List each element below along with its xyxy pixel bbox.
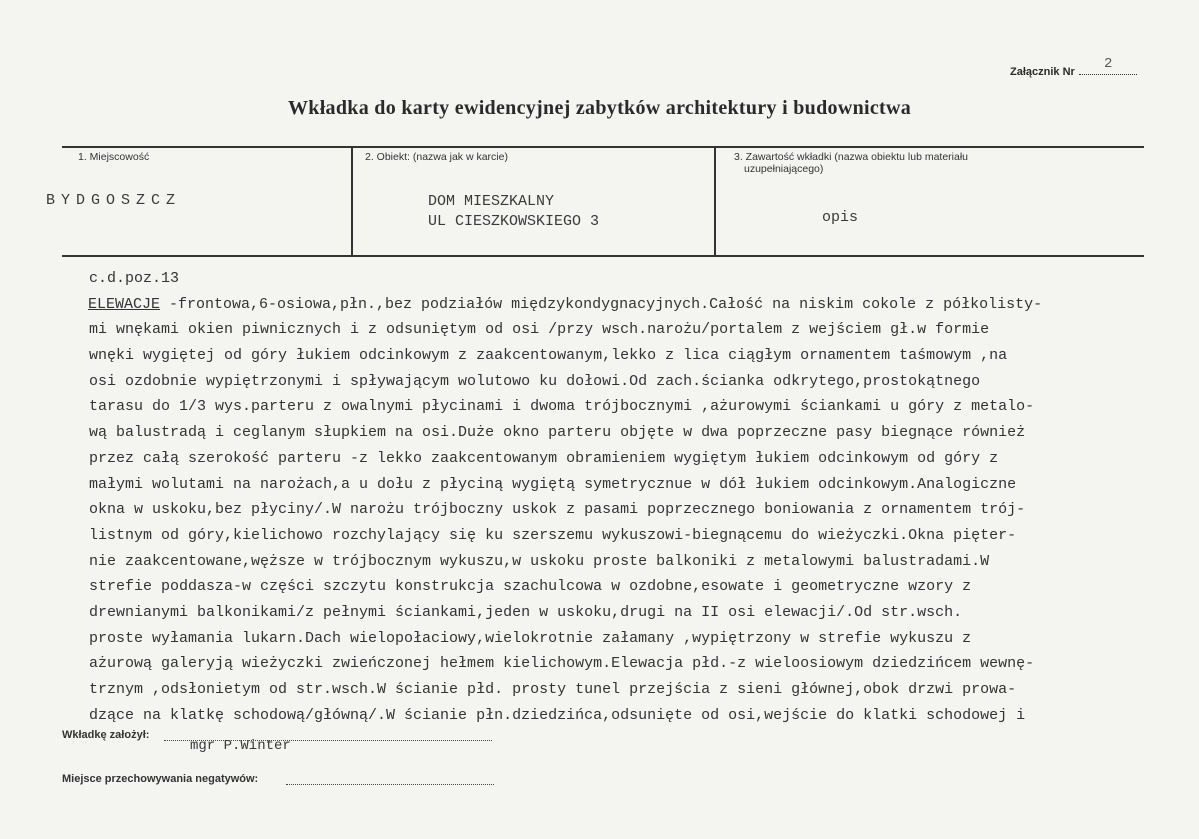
attachment-label	[1010, 66, 1137, 78]
description-line: osi ozdobnie wypiętrzonymi i spływającym wolutowo ku dołowi.Od zach.ścianka odkrytego,prostokątnego	[89, 372, 981, 390]
description-line: trznym ,odsłonietym od str.wsch.W ścianie płd. prosty tunel przejścia z sieni głównej,obok drzwi prowa-	[89, 681, 1017, 698]
content-label	[734, 151, 968, 175]
content-value: opis	[822, 209, 859, 226]
column-divider-2	[714, 146, 716, 256]
negatives-location-line	[286, 784, 494, 785]
description-line: strefie poddasza-w części szczytu konstrukcja szachulcowa w ozdobne,esowate i geometryczne wzory z	[89, 578, 972, 596]
attachment-number-line	[1079, 74, 1137, 75]
content-label-line2: uzupełniającego)	[744, 163, 824, 175]
section-heading: ELEWACJE	[88, 295, 161, 313]
attachment-label-text: Załącznik Nr	[1010, 66, 1075, 78]
locality-label: 1. Miejscowość	[78, 151, 150, 163]
content-label-line1: 3. Zawartość wkładki (nazwa obiektu lub materiału	[734, 151, 969, 163]
negatives-location-label: Miejsce przechowywania negatywów:	[62, 773, 259, 785]
description-line: tarasu do 1/3 wys.parteru z owalnymi płycinami i dwoma trójbocznymi ,ażurowymi ściankami u góry z metalo-	[89, 398, 1035, 416]
description-line-rest: -frontowa,6-osiowa,płn.,bez podziałów międzykondygnacyjnych.Całość na niskim cokole z półkolisty-	[160, 295, 1043, 313]
description-line: c.d.poz.13	[89, 270, 180, 287]
description-line: mi wnękami okien piwnicznych i z odsuniętym od osi /przy wsch.narożu/portalem z wejściem gł.w formie	[89, 321, 990, 339]
description-line: nie zaakcentowane,węższe w trójbocznym wykuszu,w uskoku proste balkoniki z metalowymi balustradami.W	[89, 552, 990, 570]
object-value-line1: DOM MIESZKALNY	[428, 193, 555, 210]
attachment-number: 2	[1104, 56, 1113, 72]
description-line: małymi wolutami na narożach,a u dołu z płyciną wygiętą symetrycznue w dół łukiem odcinkowym.Analogiczne	[89, 475, 1017, 493]
insert-author-label: Wkładkę założył:	[62, 729, 150, 741]
object-value-line2: UL CIESZKOWSKIEGO 3	[428, 213, 600, 230]
document-title: Wkładka do karty ewidencyjnej zabytków architektury i budownictwa	[287, 97, 912, 119]
description-line: okna w uskoku,bez płyciny/.W narożu trójboczny uskok z pasami poprzecznego boniowania z ornamentem trój-	[89, 501, 1026, 519]
header-top-rule	[62, 146, 1144, 148]
insert-author-value: mgr P.Winter	[190, 738, 291, 754]
description-line	[88, 292, 1194, 318]
description-text	[89, 266, 1194, 728]
description-line: wą balustradą i ceglanym słupkiem na osi.Duże okno parteru objęte w dwa poprzeczne pasy biegnące również	[89, 424, 1026, 442]
object-value	[428, 192, 599, 232]
column-divider-1	[351, 146, 353, 256]
object-label: 2. Obiekt: (nazwa jak w karcie)	[365, 151, 508, 163]
description-line: wnęki wygiętej od góry łukiem odcinkowym z zaakcentowanym,lekko z lica ciągłym ornamentem taśmowym ,na	[89, 347, 1008, 365]
description-line: dzące na klatkę schodową/główną/.W ścianie płn.dziedzińca,odsunięte od osi,wejście do klatki schodowej i	[89, 706, 1026, 724]
description-line: proste wyłamania lukarn.Dach wielopołaciowy,wielokrotnie załamany ,wypiętrzony w strefie wykuszu z	[89, 629, 972, 647]
locality-value: BYDGOSZCZ	[46, 192, 182, 209]
description-line: ażurową galeryją wieżyczki zwieńczonej hełmem kielichowym.Elewacja płd.-z wieloosiowym dziedzińcem wewnę-	[89, 655, 1035, 673]
header-bottom-rule	[62, 255, 1144, 257]
description-line: listnym od góry,kielichowo rozchylający się ku szerszemu wykuszowi-biegnącemu do wieżyczki.Okna pięter-	[89, 526, 1017, 544]
description-line: przez całą szerokość parteru -z lekko zaakcentowanym obramieniem wygiętym łukiem odcinkowym od góry z	[89, 449, 999, 467]
description-line: drewnianymi balkonikami/z pełnymi ściankami,jeden w uskoku,drugi na II osi elewacji/.Od str.wsch.	[89, 603, 963, 621]
